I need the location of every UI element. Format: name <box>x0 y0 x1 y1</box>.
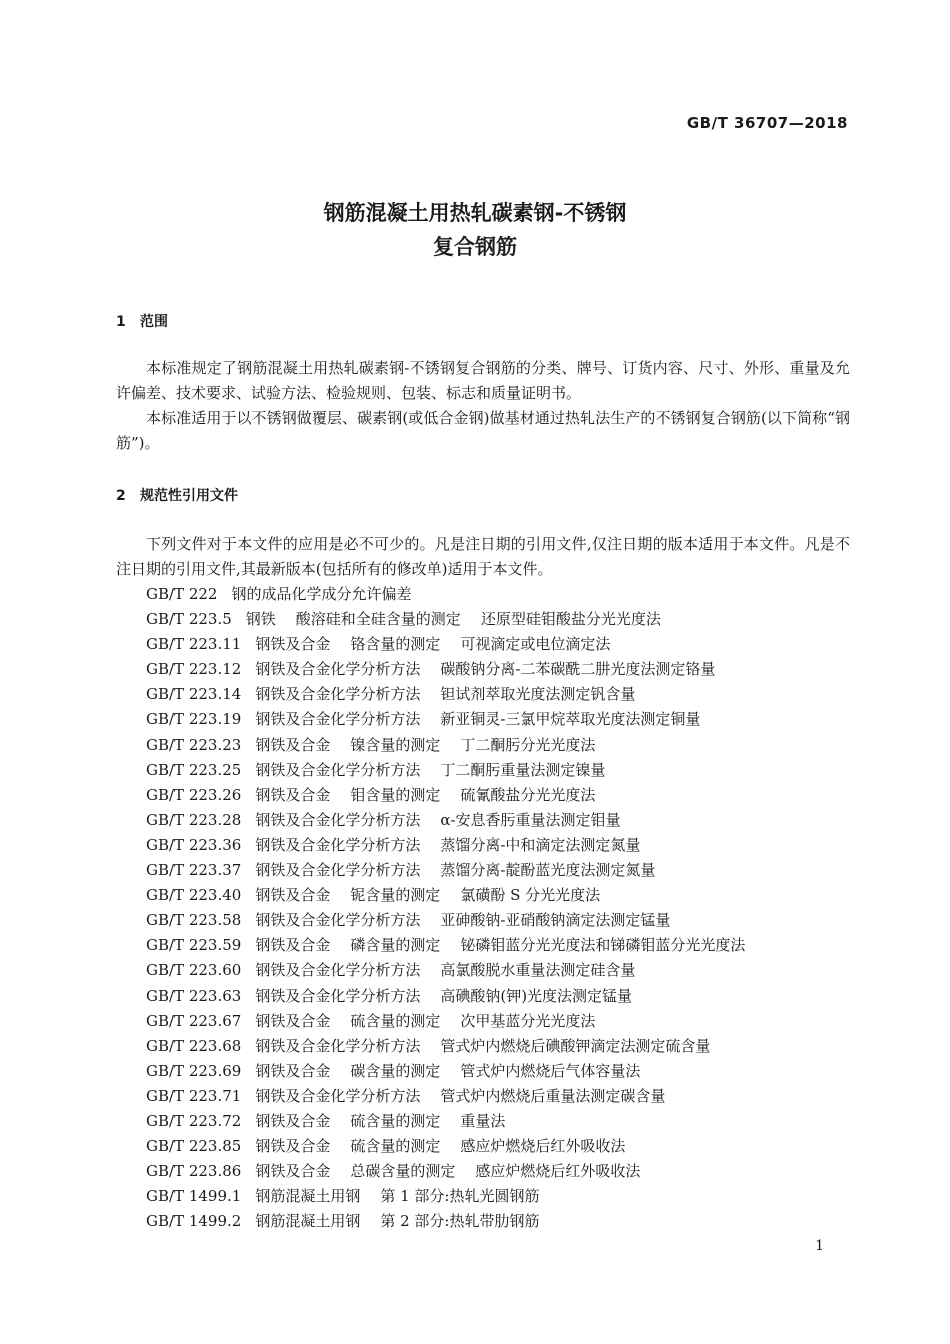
reference-code: GB/T 223.25 <box>146 760 242 779</box>
reference-title-part: 感应炉燃烧后红外吸收法 <box>460 1137 626 1156</box>
page-number: 1 <box>815 1238 824 1254</box>
reference-item <box>146 858 765 883</box>
reference-item <box>146 1109 765 1134</box>
title-line-1: 钢筋混凝土用热轧碳素钢-不锈钢 <box>323 201 627 225</box>
reference-item <box>146 1184 765 1209</box>
reference-title-part: 丁二酮肟分光光度法 <box>460 735 596 754</box>
reference-title-part: 氯磺酚 S 分光光度法 <box>460 886 601 905</box>
reference-title-part: 第 1 部分:热轧光圆钢筋 <box>380 1187 540 1206</box>
reference-code: GB/T 223.12 <box>146 660 242 679</box>
reference-title-part: 硫含量的测定 <box>350 1137 441 1156</box>
reference-item <box>146 883 765 908</box>
reference-title-part: 管式炉内燃烧后碘酸钾滴定法测定硫含量 <box>440 1036 711 1055</box>
reference-title-part: 酸溶硅和全硅含量的测定 <box>295 610 461 629</box>
reference-title-part: 钢铁及合金化学分析方法 <box>255 1086 421 1105</box>
reference-item <box>146 908 765 933</box>
section-2-heading <box>116 485 238 505</box>
reference-title-part: 碳含量的测定 <box>350 1061 441 1080</box>
reference-code: GB/T 1499.1 <box>146 1187 242 1206</box>
reference-code: GB/T 223.28 <box>146 810 242 829</box>
reference-title-part: 镍含量的测定 <box>350 735 441 754</box>
reference-title-part: 次甲基蓝分光光度法 <box>460 1011 596 1030</box>
reference-code: GB/T 223.37 <box>146 861 242 880</box>
reference-item <box>146 682 765 707</box>
reference-title-part: 钢铁及合金化学分析方法 <box>255 861 421 880</box>
reference-code: GB/T 222 <box>146 585 218 603</box>
reference-item <box>146 958 765 983</box>
reference-title-part: 可视滴定或电位滴定法 <box>460 635 611 654</box>
reference-title-part: 感应炉燃烧后红外吸收法 <box>475 1162 641 1181</box>
reference-title-part: 管式炉内燃烧后重量法测定碳含量 <box>440 1086 666 1105</box>
reference-title-part: 蒸馏分离-中和滴定法测定氮量 <box>440 835 641 854</box>
reference-title-part: 钢铁及合金化学分析方法 <box>255 961 421 980</box>
reference-title-part: 新亚铜灵-三氯甲烷萃取光度法测定铜量 <box>440 710 701 729</box>
reference-code: GB/T 223.36 <box>146 835 242 854</box>
section-1-title: 范围 <box>140 314 168 330</box>
reference-title-part: 钢铁及合金 <box>255 735 331 754</box>
reference-item <box>146 808 765 833</box>
reference-title-part: 第 2 部分:热轧带肋钢筋 <box>380 1212 540 1231</box>
reference-code: GB/T 223.71 <box>146 1086 242 1105</box>
reference-title-part: 钢筋混凝土用钢 <box>255 1187 361 1206</box>
reference-item <box>146 933 765 958</box>
reference-title-part: 钢铁及合金 <box>255 635 331 654</box>
reference-title-part: 管式炉内燃烧后气体容量法 <box>460 1061 641 1080</box>
reference-title-part: 硫含量的测定 <box>350 1011 441 1030</box>
reference-title-part: 铋磷钼蓝分光光度法和锑磷钼蓝分光光度法 <box>460 936 746 955</box>
reference-code: GB/T 223.19 <box>146 710 242 729</box>
reference-title-part: 硫含量的测定 <box>350 1111 441 1130</box>
reference-item <box>146 707 765 732</box>
reference-title-part: 高碘酸钠(钾)光度法测定锰量 <box>440 986 633 1005</box>
reference-code: GB/T 223.14 <box>146 685 242 704</box>
reference-title-part: 钢铁及合金 <box>255 1111 331 1130</box>
reference-title-part: 重量法 <box>460 1111 506 1130</box>
reference-item <box>146 758 765 783</box>
reference-item <box>146 1034 765 1059</box>
section-1-number: 1 <box>116 314 126 330</box>
reference-code: GB/T 223.11 <box>146 635 242 654</box>
reference-title-part: 钢铁及合金 <box>255 1061 331 1080</box>
reference-title-part: 钢铁及合金 <box>255 1011 331 1030</box>
reference-title-part: 钢铁及合金 <box>255 936 331 955</box>
reference-code: GB/T 223.26 <box>146 785 242 804</box>
reference-title-part: 钼含量的测定 <box>350 785 441 804</box>
reference-code: GB/T 223.40 <box>146 886 242 905</box>
reference-title-part: 还原型硅钼酸盐分光光度法 <box>480 610 661 629</box>
section-1-paragraph-1: 本标准规定了钢筋混凝土用热轧碳素钢-不锈钢复合钢筋的分类、牌号、订货内容、尺寸、外形、重量及允许偏差、技术要求、试验方法、检验规则、包装、标志和质量证明书。 <box>116 359 850 402</box>
reference-item <box>146 783 765 808</box>
reference-title-part: 蒸馏分离-靛酚蓝光度法测定氮量 <box>440 861 656 880</box>
section-2-title: 规范性引用文件 <box>140 488 238 504</box>
reference-code: GB/T 223.85 <box>146 1137 242 1156</box>
reference-title-part: 钢铁及合金化学分析方法 <box>255 760 421 779</box>
reference-code: GB/T 223.63 <box>146 986 242 1005</box>
reference-item <box>146 984 765 1009</box>
reference-code: GB/T 223.68 <box>146 1036 242 1055</box>
reference-code: GB/T 223.69 <box>146 1061 242 1080</box>
reference-code: GB/T 223.72 <box>146 1111 242 1130</box>
reference-title-part: 钢铁及合金 <box>255 1162 331 1181</box>
reference-item <box>146 1059 765 1084</box>
reference-code: GB/T 223.5 <box>146 610 232 629</box>
reference-title-part: 钢铁及合金 <box>255 886 331 905</box>
title-line-2: 复合钢筋 <box>433 235 517 259</box>
standard-code: GB/T 36707—2018 <box>686 114 848 132</box>
reference-code: GB/T 223.86 <box>146 1162 242 1181</box>
section-2-intro: 下列文件对于本文件的应用是必不可少的。凡是注日期的引用文件,仅注日期的版本适用于本文件。凡是不注日期的引用文件,其最新版本(包括所有的修改单)适用于本文件。 <box>116 535 850 578</box>
reference-title-part: 钢铁及合金化学分析方法 <box>255 911 421 930</box>
reference-item <box>146 1009 765 1034</box>
document-title <box>0 196 950 264</box>
reference-title-part: 钢的成品化学成分允许偏差 <box>231 585 412 603</box>
reference-item <box>146 1159 765 1184</box>
reference-item <box>146 657 765 682</box>
reference-title-part: 钢铁 <box>245 610 276 629</box>
section-2-number: 2 <box>116 488 126 504</box>
reference-title-part: 钢铁及合金化学分析方法 <box>255 986 421 1005</box>
reference-code: GB/T 223.58 <box>146 911 242 930</box>
reference-title-part: 磷含量的测定 <box>350 936 441 955</box>
reference-title-part: 钢筋混凝土用钢 <box>255 1212 361 1231</box>
reference-code: GB/T 223.23 <box>146 735 242 754</box>
reference-title-part: 钽试剂萃取光度法测定钒含量 <box>440 685 636 704</box>
reference-code: GB/T 1499.2 <box>146 1212 242 1231</box>
reference-title-part: 钢铁及合金化学分析方法 <box>255 810 421 829</box>
reference-title-part: 亚砷酸钠-亚硝酸钠滴定法测定锰量 <box>440 911 671 930</box>
reference-title-part: 铬含量的测定 <box>350 635 441 654</box>
reference-title-part: 碳酸钠分离-二苯碳酰二肼光度法测定铬量 <box>440 660 716 679</box>
reference-item <box>146 1209 765 1234</box>
reference-code: GB/T 223.59 <box>146 936 242 955</box>
reference-title-part: 丁二酮肟重量法测定镍量 <box>440 760 606 779</box>
reference-code: GB/T 223.60 <box>146 961 242 980</box>
section-1-heading <box>116 311 168 331</box>
reference-item <box>146 733 765 758</box>
reference-title-part: 总碳含量的测定 <box>350 1162 456 1181</box>
reference-title-part: 钢铁及合金化学分析方法 <box>255 835 421 854</box>
reference-title-part: 钢铁及合金化学分析方法 <box>255 660 421 679</box>
reference-title-part: α-安息香肟重量法测定钼量 <box>440 810 621 829</box>
reference-code: GB/T 223.67 <box>146 1011 242 1030</box>
reference-title-part: 铌含量的测定 <box>350 886 441 905</box>
reference-list <box>146 582 765 1234</box>
reference-title-part: 钢铁及合金 <box>255 1137 331 1156</box>
reference-item <box>146 1134 765 1159</box>
reference-item <box>146 582 765 607</box>
reference-title-part: 高氯酸脱水重量法测定硅含量 <box>440 961 636 980</box>
reference-item <box>146 607 765 632</box>
reference-item <box>146 632 765 657</box>
reference-title-part: 钢铁及合金化学分析方法 <box>255 710 421 729</box>
reference-item <box>146 833 765 858</box>
reference-item <box>146 1084 765 1109</box>
section-1-paragraph-2: 本标准适用于以不锈钢做覆层、碳素钢(或低合金钢)做基材通过热轧法生产的不锈钢复合钢筋(以下简称“钢筋”)。 <box>116 409 850 452</box>
reference-title-part: 钢铁及合金 <box>255 785 331 804</box>
reference-title-part: 钢铁及合金化学分析方法 <box>255 685 421 704</box>
reference-title-part: 钢铁及合金化学分析方法 <box>255 1036 421 1055</box>
reference-title-part: 硫氰酸盐分光光度法 <box>460 785 596 804</box>
